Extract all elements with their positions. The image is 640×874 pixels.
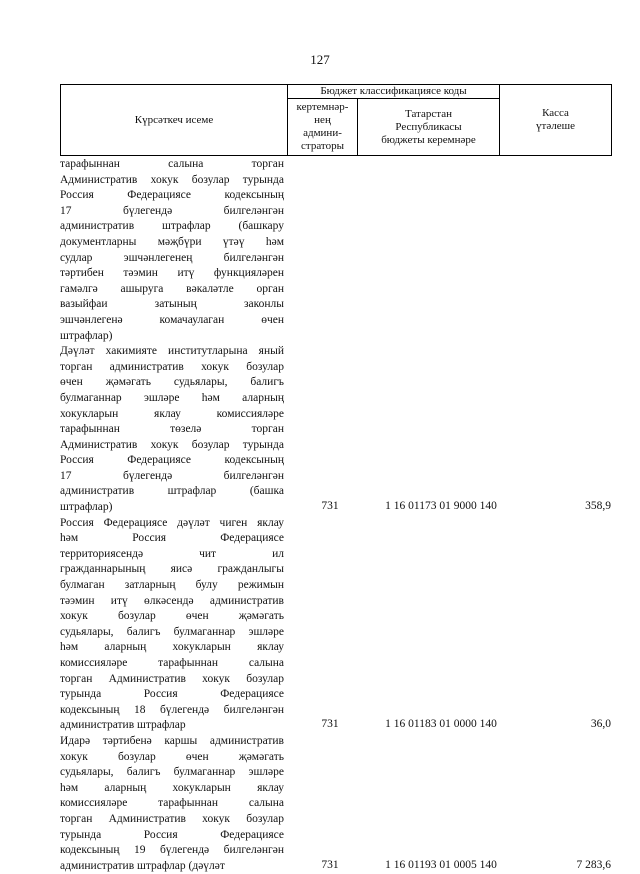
table-row [60, 734, 611, 874]
cash-amount: 7 283,6 [576, 858, 611, 871]
revenue-code: 1 16 01193 01 0005 140 [385, 858, 497, 871]
indicator-text-line: административ штрафлар (башка [60, 485, 284, 498]
header-revenue-line: Республикасы [395, 120, 462, 133]
indicator-name [60, 734, 284, 874]
indicator-text-line: штрафлар) [60, 501, 113, 514]
indicator-text-line: Административ хокук бозулар турында [60, 438, 284, 451]
table-row [60, 157, 611, 344]
header-cash-line: Касса [542, 107, 569, 119]
indicator-text-line: һәм Россия Федерациясе [60, 532, 284, 545]
indicator-text-line: турында Россия Федерациясе [60, 828, 284, 841]
indicator-text-line: судьялары, балигъ булмаганнар эшләре [60, 766, 284, 779]
indicator-text-line: гражданнарының яисә гражданлыгы [60, 563, 284, 576]
indicator-text-line: Идарә тәртибенә каршы административ [60, 734, 284, 747]
indicator-text-line: өчен җәмәгать судьялары, балигъ [60, 376, 284, 389]
admin-code: 731 [321, 858, 339, 871]
indicator-text-line: хокукларын яклау комиссияләре [60, 407, 284, 420]
indicator-text-line: торган Административ хокук бозулар [60, 672, 284, 685]
header-cash-execution [500, 85, 612, 156]
indicator-text-line: тәэмин итү өлкәсендә административ [60, 594, 284, 607]
indicator-text-line: административ штрафлар (башкару [60, 220, 284, 233]
indicator-text-line: Россия Федерациясе дәүләт чиген яклау [60, 516, 284, 529]
header-admin-line: кертемнәр- [296, 101, 349, 113]
indicator-text-line: һәм аларның хокукларын яклау [60, 781, 284, 794]
revenue-code: 1 16 01183 01 0000 140 [385, 718, 497, 731]
indicator-text-line: документларны мәҗбүри үтәү һәм [60, 235, 284, 248]
indicator-text-line: булмаган затларның булу режимын [60, 579, 284, 592]
indicator-text-line: торган административ хокук бозулар [60, 360, 284, 373]
indicator-text-line: кодексының 18 бүлегендә билгеләнгән [60, 703, 284, 716]
page-number: 127 [310, 52, 330, 67]
indicator-text-line: штрафлар) [60, 329, 113, 342]
admin-code: 731 [321, 718, 339, 731]
indicator-text-line: хокук бозулар өчен җәмәгать [60, 750, 284, 763]
indicator-text-line: 17 бүлегендә билгеләнгән [60, 469, 284, 482]
indicator-text-line: административ штрафлар (дәүләт [60, 859, 225, 872]
indicator-text-line: комиссияләре тарафыннан салына [60, 657, 284, 669]
indicator-name [60, 157, 284, 344]
header-admin-line: нең [314, 114, 331, 126]
indicator-text-line: хокук бозулар өчен җәмәгать [60, 610, 284, 623]
header-cash-line: үтәлеше [536, 120, 575, 132]
indicator-text-line: комиссияләре тарафыннан салына [60, 797, 284, 810]
indicator-text-line: тәртибен тәэмин итү функцияләрен [60, 267, 284, 280]
indicator-text-line: Россия Федерациясе кодексының [60, 454, 284, 467]
indicator-text-line: Дәүләт хакимияте институтларына яный [60, 345, 284, 358]
indicator-text-line: административ штрафлар [60, 719, 186, 732]
indicator-text-line: эшчәнлегенә комачаулаган өчен [60, 313, 284, 326]
header-admin-line: страторы [301, 140, 344, 152]
admin-code: 731 [321, 500, 339, 513]
header-tatarstan-budget-revenue [358, 99, 500, 156]
cash-amount: 36,0 [590, 718, 611, 731]
indicator-text-line: вазыйфаи затының законлы [60, 298, 284, 311]
table-header [60, 84, 612, 156]
indicator-text-line: Россия Федерациясе кодексының [60, 189, 284, 202]
header-indicator-name: Күрсәткеч исеме [61, 85, 288, 156]
indicator-text-line: гамәлгә ашыруга вәкаләтле орган [60, 282, 284, 295]
header-budget-classification: Бюджет классификациясе коды [288, 85, 500, 99]
indicator-text-line: Административ хокук бозулар турында [60, 173, 284, 186]
revenue-code: 1 16 01173 01 9000 140 [385, 500, 497, 513]
indicator-text-line: судлар эшчәнлегенең билгеләнгән [60, 251, 284, 264]
indicator-text-line: территориясендә чит ил [60, 547, 284, 560]
indicator-text-line: тарафыннан төзелә торган [60, 423, 284, 436]
indicator-text-line: турында Россия Федерациясе [60, 688, 284, 701]
indicator-text-line: һәм аларның хокукларын яклау [60, 641, 284, 654]
header-revenue-line: бюджеты керемнәре [381, 133, 476, 146]
indicator-text-line: судьялары, балигъ булмаганнар эшләре [60, 625, 284, 638]
header-admin-line: админи- [303, 127, 342, 139]
cash-amount: 358,9 [585, 500, 611, 513]
table-row [60, 344, 611, 516]
table-row [60, 516, 611, 734]
indicator-text-line: кодексының 19 бүлегендә билгеләнгән [60, 844, 284, 857]
indicator-text-line: торган Административ хокук бозулар [60, 812, 284, 825]
table-body [60, 157, 611, 874]
indicator-name [60, 516, 284, 734]
indicator-name [60, 344, 284, 516]
indicator-text-line: булмаганнар эшләре һәм аларның [60, 391, 284, 404]
indicator-text-line: 17 бүлегендә билгеләнгән [60, 204, 284, 217]
header-revenue-administrators [288, 99, 358, 156]
indicator-text-line: тарафыннан салына торган [60, 158, 284, 170]
header-revenue-line: Татарстан [405, 107, 452, 120]
